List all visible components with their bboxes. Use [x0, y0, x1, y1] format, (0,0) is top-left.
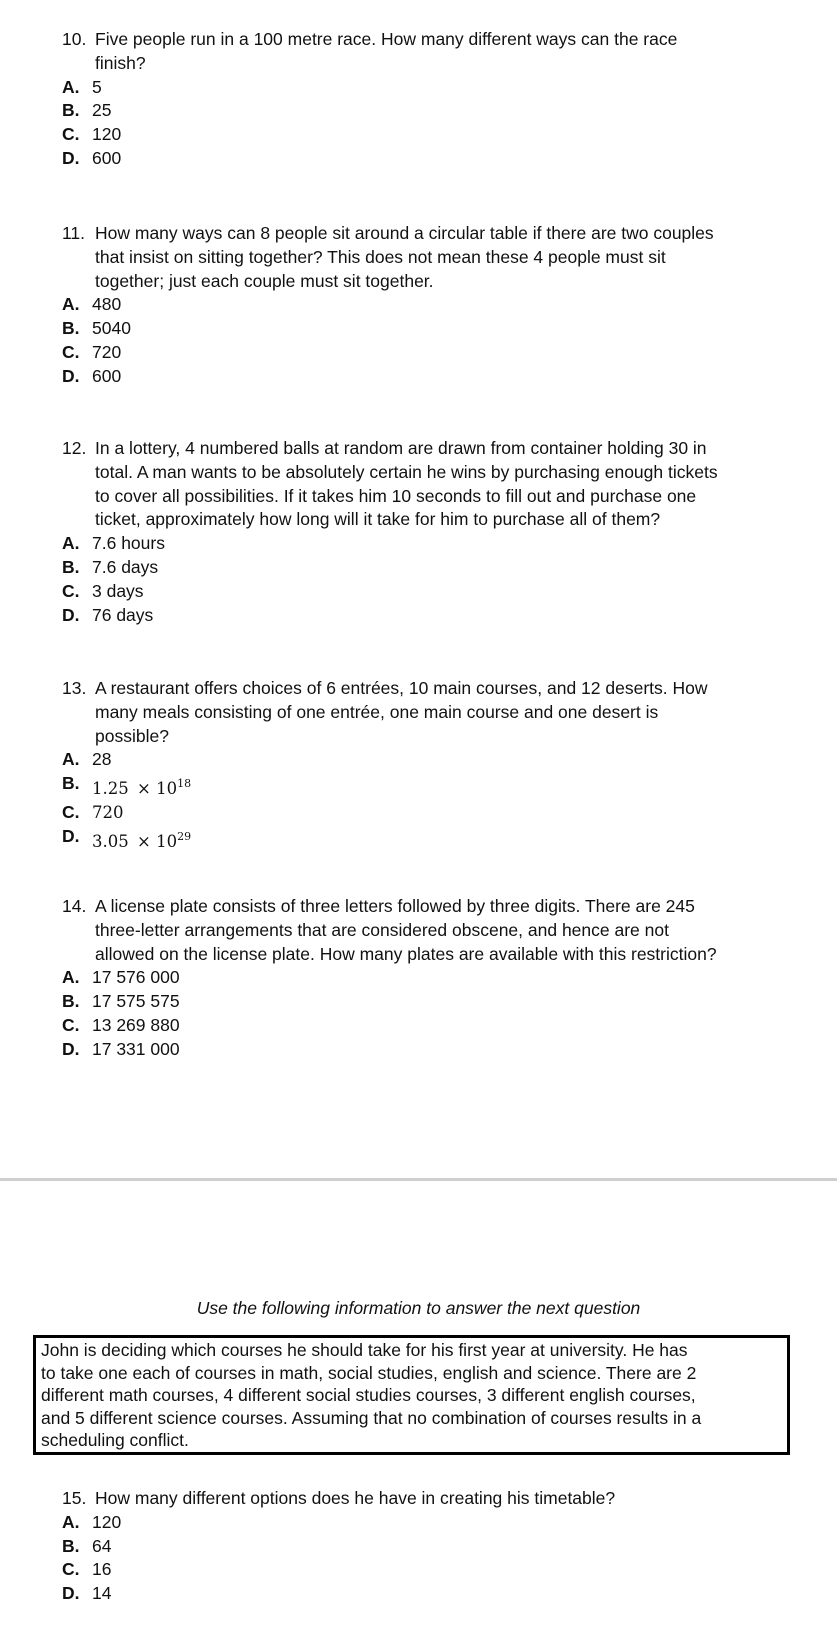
answer-option — [62, 1511, 802, 1535]
answer-option — [62, 365, 802, 389]
info-line: John is deciding which courses he should take for his first year at university. He has — [41, 1340, 688, 1360]
question-text-line — [62, 919, 802, 943]
option-value: 120 — [92, 124, 122, 145]
option-value: 600 — [92, 365, 122, 386]
option-value: 7.6 hours — [92, 533, 165, 554]
info-line: and 5 different science courses. Assuming that no combination of courses results in a — [41, 1407, 702, 1428]
times-sign: × — [128, 831, 157, 851]
option-letter: C. — [62, 341, 80, 362]
option-letter: B. — [62, 318, 80, 339]
question-text-line — [62, 222, 802, 246]
answer-option — [62, 76, 802, 100]
option-letter: C. — [62, 580, 80, 601]
option-letter: D. — [62, 825, 80, 846]
option-letter: D. — [62, 365, 80, 386]
answer-option — [62, 317, 802, 341]
option-value: 28 — [92, 749, 112, 770]
option-value: 17 575 575 — [92, 991, 180, 1012]
option-letter: C. — [62, 124, 80, 145]
exponent: 29 — [177, 829, 192, 843]
option-letter: C. — [62, 1559, 80, 1580]
question-text: A license plate consists of three letters followed by three digits. There are 245 — [95, 896, 695, 916]
answer-option — [62, 604, 802, 628]
question-text-line — [62, 461, 802, 485]
option-value: 720 — [92, 341, 122, 362]
question-number: 10. — [62, 29, 87, 49]
option-letter: A. — [62, 533, 80, 554]
option-value: 120 — [92, 1511, 122, 1532]
question-15 — [62, 1487, 802, 1606]
question-text: How many different options does he have in creating his timetable? — [95, 1488, 616, 1508]
question-14 — [62, 895, 802, 1062]
option-letter: D. — [62, 604, 80, 625]
answer-option — [62, 123, 802, 147]
question-text-line — [62, 508, 802, 532]
option-letter: C. — [62, 1014, 80, 1035]
question-text-line — [62, 701, 802, 725]
option-letter: A. — [62, 294, 80, 315]
option-value: 17 576 000 — [92, 967, 180, 988]
answer-option — [62, 772, 802, 801]
mantissa: 1.25 — [92, 779, 129, 799]
option-value: 3 days — [92, 580, 144, 601]
answer-option — [62, 1582, 802, 1606]
option-value: 16 — [92, 1559, 112, 1580]
question-text: Five people run in a 100 metre race. How many different ways can the race — [95, 29, 678, 49]
question-10 — [62, 28, 802, 171]
question-text-line — [62, 437, 802, 461]
option-letter: B. — [62, 773, 80, 794]
option-value: 7.6 days — [92, 556, 159, 577]
answer-option — [62, 556, 802, 580]
question-number: 12. — [62, 438, 87, 458]
option-letter: A. — [62, 76, 80, 97]
exponent: 18 — [177, 777, 192, 791]
question-text-line — [62, 485, 802, 509]
option-letter: B. — [62, 100, 80, 121]
option-letter: B. — [62, 991, 80, 1012]
option-letter: B. — [62, 1535, 80, 1556]
answer-option — [62, 532, 802, 556]
answer-option — [62, 801, 802, 825]
question-text: that insist on sitting together? This does not mean these 4 people must sit — [95, 246, 666, 267]
answer-option — [62, 1014, 802, 1038]
info-heading: Use the following information to answer the next question — [196, 1298, 641, 1318]
question-text-line — [62, 28, 802, 52]
question-text: many meals consisting of one entrée, one main course and one desert is — [95, 701, 659, 722]
answer-option — [62, 990, 802, 1014]
option-letter: A. — [62, 967, 80, 988]
question-text: possible? — [95, 725, 169, 746]
question-text: A restaurant offers choices of 6 entrées, 10 main courses, and 12 deserts. How — [95, 678, 708, 698]
mantissa: 3.05 — [92, 831, 129, 851]
question-12 — [62, 437, 802, 627]
page-divider — [0, 1178, 837, 1181]
option-letter: A. — [62, 749, 80, 770]
option-letter: D. — [62, 1583, 80, 1604]
option-value — [92, 829, 192, 851]
option-letter: A. — [62, 1511, 80, 1532]
info-line: to take one each of courses in math, social studies, english and science. There are 2 — [41, 1362, 697, 1383]
question-text-line — [62, 1487, 802, 1511]
option-letter: D. — [62, 1038, 80, 1059]
question-text-line — [62, 246, 802, 270]
question-text: allowed on the license plate. How many plates are available with this restriction? — [95, 943, 717, 964]
question-text-line — [62, 895, 802, 919]
info-line: different math courses, 4 different social studies courses, 3 different english courses, — [41, 1385, 696, 1405]
option-letter: C. — [62, 801, 80, 822]
option-value: 600 — [92, 147, 122, 168]
question-number: 11. — [62, 223, 86, 243]
answer-option — [62, 825, 802, 854]
question-text-line — [62, 270, 802, 294]
answer-option — [62, 147, 802, 171]
question-text: In a lottery, 4 numbered balls at random are drawn from container holding 30 in — [95, 438, 707, 458]
base: 10 — [156, 831, 178, 851]
option-letter: D. — [62, 147, 80, 168]
answer-option — [62, 1535, 802, 1559]
question-13 — [62, 677, 802, 854]
answer-option — [62, 99, 802, 123]
question-text: ticket, approximately how long will it take for him to purchase all of them? — [95, 509, 661, 530]
base: 10 — [156, 779, 178, 799]
question-text: How many ways can 8 people sit around a circular table if there are two couples — [95, 223, 714, 243]
question-number: 14. — [62, 896, 87, 916]
option-value: 480 — [92, 294, 122, 315]
info-line: scheduling conflict. — [41, 1430, 189, 1450]
question-text: to cover all possibilities. If it takes him 10 seconds to fill out and purchase one — [95, 485, 697, 506]
question-text: three-letter arrangements that are considered obscene, and hence are not — [95, 919, 669, 940]
option-value: 720 — [92, 802, 124, 822]
answer-option — [62, 1038, 802, 1062]
question-text-line — [62, 725, 802, 749]
option-letter: B. — [62, 556, 80, 577]
option-value: 17 331 000 — [92, 1038, 180, 1059]
question-text-line — [62, 677, 802, 701]
option-value: 5040 — [92, 318, 131, 339]
option-value: 14 — [92, 1583, 112, 1604]
answer-option — [62, 748, 802, 772]
question-number: 13. — [62, 678, 87, 698]
option-value: 25 — [92, 100, 112, 121]
answer-option — [62, 966, 802, 990]
question-text-line — [62, 943, 802, 967]
option-value: 13 269 880 — [92, 1014, 180, 1035]
answer-option — [62, 1558, 802, 1582]
answer-option — [62, 580, 802, 604]
option-value: 64 — [92, 1535, 112, 1556]
answer-option — [62, 293, 802, 317]
option-value: 76 days — [92, 604, 154, 625]
question-text: total. A man wants to be absolutely certain he wins by purchasing enough tickets — [95, 461, 718, 482]
answer-option — [62, 341, 802, 365]
question-number: 15. — [62, 1488, 87, 1508]
question-text: finish? — [95, 52, 146, 73]
times-sign: × — [128, 779, 157, 799]
question-11 — [62, 222, 802, 389]
question-text: together; just each couple must sit together. — [95, 270, 434, 291]
option-value — [92, 779, 191, 798]
question-text-line — [62, 52, 802, 76]
info-box — [33, 1335, 790, 1455]
option-value: 5 — [92, 76, 102, 97]
